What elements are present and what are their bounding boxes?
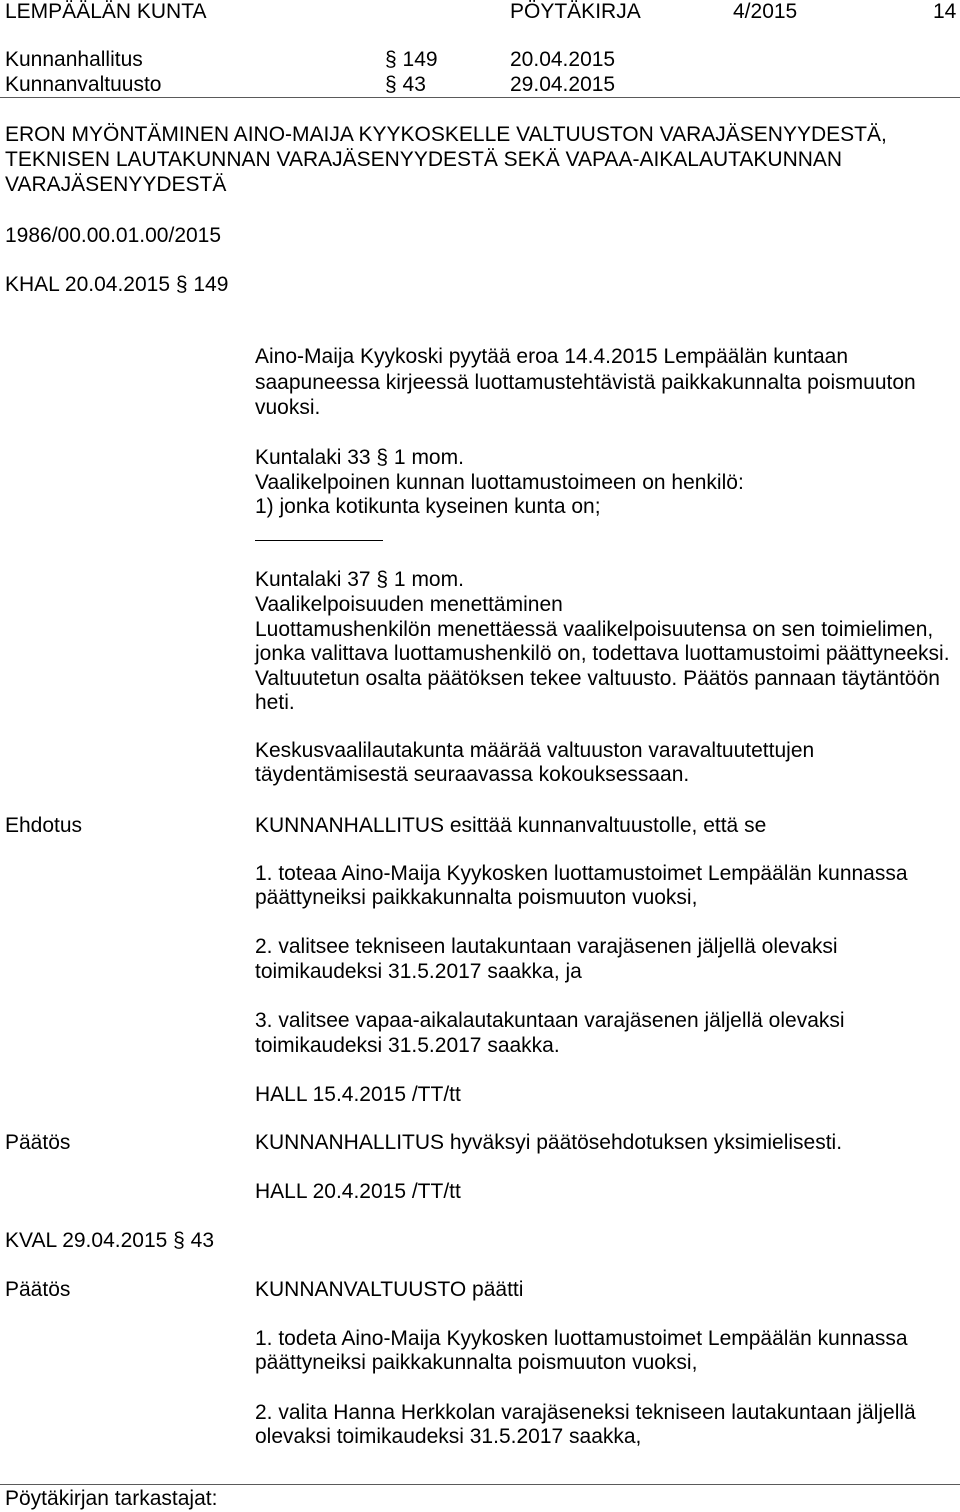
proposal-label: Ehdotus	[5, 814, 83, 837]
paragraph-line: vuoksi.	[255, 396, 321, 419]
council-item-line: 2. valita Hanna Herkkolan varajäseneksi tekniseen lautakuntaan jäljellä	[255, 1401, 916, 1424]
header-divider	[0, 97, 960, 98]
paragraph-line: saapuneessa kirjeessä luottamustehtävistä paikkakunnalta poismuuton	[255, 371, 916, 394]
proposal-item-line: 1. toteaa Aino-Maija Kyykosken luottamustoimet Lempäälän kunnassa	[255, 862, 908, 885]
proposal-item-line: toimikaudeksi 31.5.2017 saakka, ja	[255, 960, 582, 983]
title-line: VARAJÄSENYYDESTÄ	[5, 173, 227, 196]
decision-signature: HALL 20.4.2015 /TT/tt	[255, 1180, 461, 1203]
footer-divider	[0, 1484, 960, 1485]
council-intro: KUNNANVALTUUSTO päätti	[255, 1278, 524, 1301]
proposal-item-line: 2. valitsee tekniseen lautakuntaan varajäsenen jäljellä olevaksi	[255, 935, 838, 958]
meeting-date: 20.04.2015	[510, 48, 616, 71]
law-heading: Kuntalaki 37 § 1 mom.	[255, 568, 464, 591]
law-heading: Kuntalaki 33 § 1 mom.	[255, 446, 464, 469]
paragraph-line: heti.	[255, 691, 295, 714]
paragraph-line: Keskusvaalilautakunta määrää valtuuston varavaltuutettujen	[255, 739, 815, 762]
paragraph-line: täydentämisestä seuraavassa kokouksessaan.	[255, 763, 690, 786]
document-number: 4/2015	[733, 0, 798, 23]
decision-label: Päätös	[5, 1131, 71, 1154]
proposal-item-line: 3. valitsee vapaa-aikalautakuntaan varajäsenen jäljellä olevaksi	[255, 1009, 845, 1032]
paragraph-line: jonka valittava luottamushenkilö on, todettava luottamustoimi päättyneeksi.	[255, 642, 950, 665]
page-number: 14	[933, 0, 957, 23]
proposal-item-line: päättyneiksi paikkakunnalta poismuuton vuoksi,	[255, 886, 698, 909]
meeting-body: Kunnanhallitus	[5, 48, 143, 71]
meeting-section: § 149	[385, 48, 438, 71]
council-item-line: päättyneiksi paikkakunnalta poismuuton vuoksi,	[255, 1351, 698, 1374]
title-line: TEKNISEN LAUTAKUNNAN VARAJÄSENYYDESTÄ SEKÄ VAPAA-AIKALAUTAKUNNAN	[5, 148, 843, 171]
record-number: 1986/00.00.01.00/2015	[5, 224, 222, 247]
proposal-signature: HALL 15.4.2015 /TT/tt	[255, 1083, 461, 1106]
title-line: ERON MYÖNTÄMINEN AINO-MAIJA KYYKOSKELLE VALTUUSTON VARAJÄSENYYDESTÄ,	[5, 123, 887, 146]
council-reference: KVAL 29.04.2015 § 43	[5, 1229, 215, 1252]
paragraph-line: Luottamushenkilön menettäessä vaalikelpoisuutensa on sen toimielimen,	[255, 618, 934, 641]
council-item-line: 1. todeta Aino-Maija Kyykosken luottamustoimet Lempäälän kunnassa	[255, 1327, 908, 1350]
section-separator	[255, 540, 383, 541]
municipality-name: LEMPÄÄLÄN KUNTA	[5, 0, 207, 23]
paragraph-line: Vaalikelpoinen kunnan luottamustoimeen on henkilö:	[255, 471, 744, 494]
paragraph-line: Valtuutetun osalta päätöksen tekee valtuusto. Päätös pannaan täytäntöön	[255, 667, 940, 690]
meeting-body: Kunnanvaltuusto	[5, 73, 162, 96]
proposal-intro: KUNNANHALLITUS esittää kunnanvaltuustolle, että se	[255, 814, 767, 837]
proposal-item-line: toimikaudeksi 31.5.2017 saakka.	[255, 1034, 560, 1057]
board-reference: KHAL 20.04.2015 § 149	[5, 273, 229, 296]
paragraph-line: Aino-Maija Kyykoski pyytää eroa 14.4.2015 Lempäälän kuntaan	[255, 345, 849, 368]
minutes-checkers-label: Pöytäkirjan tarkastajat:	[5, 1487, 218, 1510]
decision-label: Päätös	[5, 1278, 71, 1301]
meeting-section: § 43	[385, 73, 426, 96]
council-item-line: olevaksi toimikaudeksi 31.5.2017 saakka,	[255, 1425, 642, 1448]
decision-text: KUNNANHALLITUS hyväksyi päätösehdotuksen yksimielisesti.	[255, 1131, 843, 1154]
paragraph-line: Vaalikelpoisuuden menettäminen	[255, 593, 563, 616]
paragraph-line: 1) jonka kotikunta kyseinen kunta on;	[255, 495, 601, 518]
document-type: PÖYTÄKIRJA	[510, 0, 641, 23]
meeting-date: 29.04.2015	[510, 73, 616, 96]
